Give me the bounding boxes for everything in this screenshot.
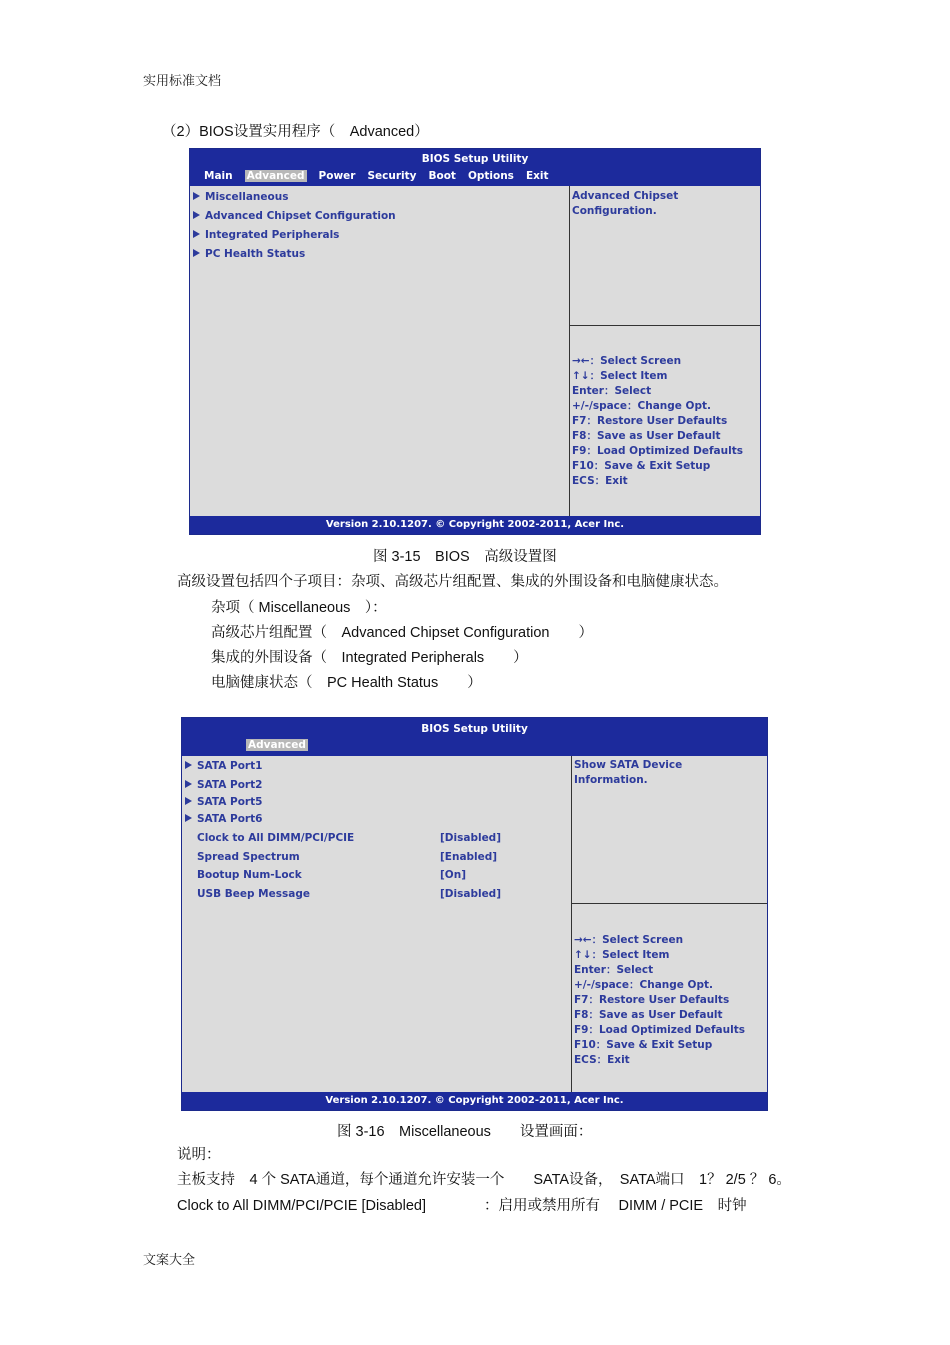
- bios-menu-bar: [204, 170, 549, 182]
- help-line: F7：Restore User Defaults: [572, 415, 728, 427]
- help-line: Enter：Select: [572, 385, 652, 397]
- bios-title: BIOS Setup Utility: [421, 723, 528, 735]
- help-line: +/-/space：Change Opt.: [572, 400, 712, 412]
- help-line: +/-/space：Change Opt.: [574, 979, 714, 991]
- setting-spread-spectrum-value[interactable]: [Enabled]: [440, 851, 498, 863]
- help-line: →←：Select Screen: [574, 934, 684, 946]
- paragraph-line: 杂项（ Miscellaneous ）：: [211, 600, 387, 616]
- submenu-arrow-icon: [193, 249, 200, 257]
- menu-item-advanced-chipset[interactable]: Advanced Chipset Configuration: [193, 210, 396, 222]
- tab-main[interactable]: Main: [204, 170, 233, 182]
- help-line: F10：Save & Exit Setup: [574, 1039, 713, 1051]
- setting-clock-label[interactable]: Clock to All DIMM/PCI/PCIE: [197, 832, 355, 844]
- submenu-arrow-icon: [193, 230, 200, 238]
- tab-advanced[interactable]: Advanced: [248, 739, 306, 751]
- help-line: F9：Load Optimized Defaults: [572, 445, 743, 457]
- help-line: ECS：Exit: [574, 1054, 630, 1066]
- item-description: Show SATA Device Information.: [574, 759, 683, 786]
- submenu-arrow-icon: [193, 211, 200, 219]
- panel-divider: [571, 756, 572, 1092]
- tab-exit[interactable]: Exit: [525, 170, 549, 182]
- section-title: （2）BIOS设置实用程序（ Advanced）: [162, 124, 429, 140]
- help-line: F7：Restore User Defaults: [574, 994, 730, 1006]
- menu-item-sata-port1[interactable]: SATA Port1: [185, 760, 262, 772]
- setting-spread-spectrum-label[interactable]: Spread Spectrum: [197, 851, 300, 863]
- tab-security[interactable]: Security: [367, 170, 417, 182]
- tab-advanced[interactable]: Advanced: [246, 170, 305, 182]
- key-help: [572, 354, 743, 489]
- figure-caption-3-16: 图 3-16 Miscellaneous 设置画面：: [337, 1124, 593, 1140]
- menu-item-sata-port6[interactable]: SATA Port6: [185, 813, 262, 825]
- tab-power[interactable]: Power: [318, 170, 356, 182]
- page-header: 实用标准文档: [143, 73, 222, 88]
- help-line: F8：Save as User Default: [572, 430, 721, 442]
- help-line: ECS：Exit: [572, 475, 628, 487]
- bios-screen-advanced: [189, 148, 761, 535]
- paragraph-line: 电脑健康状态（ PC Health Status ）: [211, 675, 482, 691]
- menu-item-sata-port5[interactable]: SATA Port5: [185, 796, 262, 808]
- help-line: F9：Load Optimized Defaults: [574, 1024, 745, 1036]
- help-line: →←：Select Screen: [572, 355, 682, 367]
- bios-menu-bar: [246, 739, 308, 751]
- menu-item-integrated-peripherals[interactable]: Integrated Peripherals: [193, 229, 339, 241]
- submenu-arrow-icon: [193, 192, 200, 200]
- help-line: F10：Save & Exit Setup: [572, 460, 711, 472]
- panel-divider: [569, 186, 570, 516]
- notes-label: 说明：: [177, 1147, 221, 1163]
- bios-title: BIOS Setup Utility: [421, 153, 529, 165]
- submenu-arrow-icon: [185, 814, 192, 822]
- submenu-arrow-icon: [185, 797, 192, 805]
- setting-usb-beep-label[interactable]: USB Beep Message: [197, 888, 310, 900]
- bios-version-bar: Version 2.10.1207. © Copyright 2002-2011, Acer Inc.: [190, 516, 760, 534]
- submenu-arrow-icon: [185, 780, 192, 788]
- setting-usb-beep-value[interactable]: [Disabled]: [440, 888, 502, 900]
- help-line: ↑↓：Select Item: [572, 370, 668, 382]
- help-divider: [571, 903, 767, 904]
- tab-boot[interactable]: Boot: [428, 170, 456, 182]
- help-line: Enter：Select: [574, 964, 654, 976]
- help-divider: [569, 325, 760, 326]
- paragraph-intro: 高级设置包括四个子项目：杂项、高级芯片组配置、集成的外围设备和电脑健康状态。: [177, 574, 728, 590]
- figure-caption-3-15: 图 3-15 BIOS 高级设置图: [373, 549, 557, 565]
- setting-clock-value[interactable]: [Disabled]: [440, 832, 502, 844]
- notes-line: Clock to All DIMM/PCI/PCIE [Disabled] ：启用或禁用所有 DIMM / PCIE 时钟: [177, 1198, 747, 1214]
- key-help: [574, 933, 745, 1068]
- paragraph-line: 高级芯片组配置（ Advanced Chipset Configuration ）: [211, 625, 593, 641]
- menu-item-pc-health[interactable]: PC Health Status: [193, 248, 305, 260]
- menu-item-sata-port2[interactable]: SATA Port2: [185, 779, 262, 791]
- bios-version-bar: Version 2.10.1207. © Copyright 2002-2011, Acer Inc.: [182, 1092, 767, 1110]
- bios-screen-miscellaneous: [181, 717, 768, 1111]
- setting-numlock-value[interactable]: [On]: [440, 869, 466, 881]
- submenu-arrow-icon: [185, 761, 192, 769]
- page-footer: 文案大全: [143, 1252, 196, 1267]
- item-description: Advanced Chipset Configuration.: [572, 190, 679, 217]
- setting-numlock-label[interactable]: Bootup Num-Lock: [197, 869, 302, 881]
- menu-item-miscellaneous[interactable]: Miscellaneous: [193, 191, 288, 203]
- help-line: F8：Save as User Default: [574, 1009, 723, 1021]
- help-line: ↑↓：Select Item: [574, 949, 670, 961]
- notes-line: 主板支持 4 个 SATA通道，每个通道允许安装一个 SATA设备， SATA端口 1？ 2/5 ？ 6。: [177, 1172, 791, 1188]
- paragraph-line: 集成的外围设备（ Integrated Peripherals ）: [211, 650, 528, 666]
- tab-options[interactable]: Options: [467, 170, 514, 182]
